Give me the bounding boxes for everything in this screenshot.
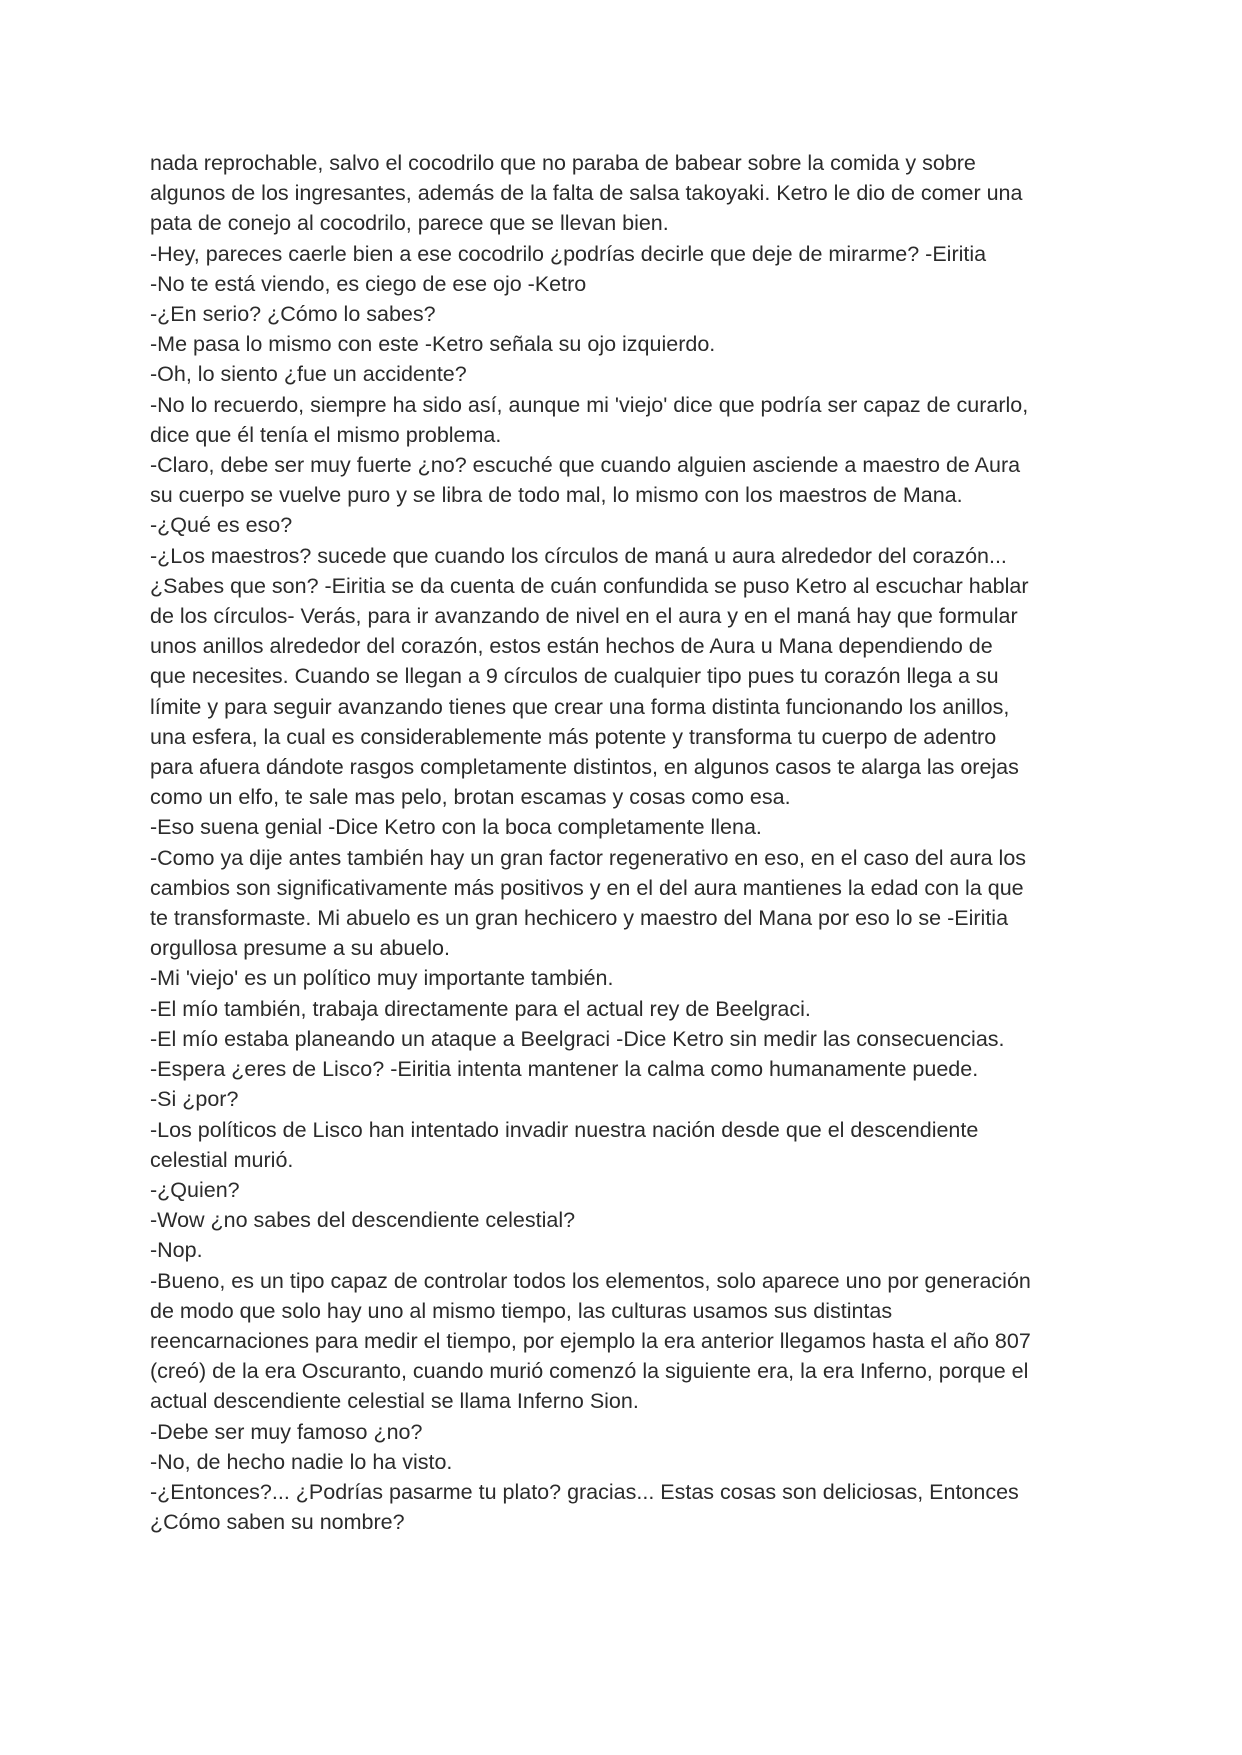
text-line: actual descendiente celestial se llama Inferno Sion.: [150, 1389, 639, 1414]
text-line: pata de conejo al cocodrilo, parece que se llevan bien.: [150, 211, 669, 236]
text-line: -Los políticos de Lisco han intentado invadir nuestra nación desde que el descendiente: [150, 1117, 979, 1142]
text-line: -No, de hecho nadie lo ha visto.: [150, 1449, 453, 1474]
text-line: nada reprochable, salvo el cocodrilo que no paraba de babear sobre la comida y sobre: [150, 151, 976, 175]
text-line: -Wow ¿no sabes del descendiente celestial?: [150, 1208, 576, 1233]
text-line: límite y para seguir avanzando tienes que crear una forma distinta funcionando los anillos,: [150, 694, 1010, 719]
text-line: una esfera, la cual es considerablemente más potente y transforma tu cuerpo de adentro: [150, 724, 997, 749]
text-line: -¿Quien?: [150, 1177, 240, 1202]
text-line: de modo que solo hay uno al mismo tiempo, las culturas usamos sus distintas: [150, 1298, 893, 1323]
text-line: su cuerpo se vuelve puro y se libra de todo mal, lo mismo con los maestros de Mana.: [150, 483, 963, 508]
text-line: -¿Los maestros? sucede que cuando los círculos de maná u aura alrededor del corazón...: [150, 543, 1007, 568]
text-line: -No te está viendo, es ciego de ese ojo -Ketro: [150, 271, 587, 296]
text-line: -Claro, debe ser muy fuerte ¿no? escuché que cuando alguien asciende a maestro de Aura: [150, 453, 1021, 478]
text-line: -El mío también, trabaja directamente para el actual rey de Beelgraci.: [150, 996, 811, 1021]
text-line: -No lo recuerdo, siempre ha sido así, aunque mi 'viejo' dice que podría ser capaz de curarlo,: [150, 392, 1029, 417]
text-line: que necesites. Cuando se llegan a 9 círculos de cualquier tipo pues tu corazón llega a su: [150, 664, 999, 689]
text-line: -Me pasa lo mismo con este -Ketro señala su ojo izquierdo.: [150, 332, 716, 357]
document-body: [150, 148, 1095, 1537]
text-line: -Oh, lo siento ¿fue un accidente?: [150, 362, 467, 387]
text-line: celestial murió.: [150, 1147, 294, 1172]
text-line: dice que él tenía el mismo problema.: [150, 422, 502, 447]
text-line: te transformaste. Mi abuelo es un gran hechicero y maestro del Mana por eso lo se -Eiritia: [150, 906, 1009, 931]
text-line: -Eso suena genial -Dice Ketro con la boca completamente llena.: [150, 815, 762, 840]
text-line: para afuera dándote rasgos completamente distintos, en algunos casos te alarga las orejas: [150, 755, 1019, 780]
text-line: -Si ¿por?: [150, 1087, 239, 1112]
text-line: cambios son significativamente más positivos y en el del aura mantienes la edad con la que: [150, 875, 1024, 900]
text-line: ¿Sabes que son? -Eiritia se da cuenta de cuán confundida se puso Ketro al escuchar hablar: [150, 573, 1029, 598]
text-line: -Hey, pareces caerle bien a ese cocodrilo ¿podrías decirle que deje de mirarme? -Eiritia: [150, 241, 987, 266]
text-line: algunos de los ingresantes, además de la falta de salsa takoyaki. Ketro le dio de comer una: [150, 181, 1023, 206]
text-line: -Debe ser muy famoso ¿no?: [150, 1419, 423, 1444]
text-line: -¿Qué es eso?: [150, 513, 293, 538]
text-line: -Nop.: [150, 1238, 203, 1263]
text-line: (creó) de la era Oscuranto, cuando murió comenzó la siguiente era, la era Inferno, porque el: [150, 1359, 1029, 1384]
text-line: -Espera ¿eres de Lisco? -Eiritia intenta mantener la calma como humanamente puede.: [150, 1057, 979, 1082]
text-line: reencarnaciones para medir el tiempo, por ejemplo la era anterior llegamos hasta el año 807: [150, 1328, 1031, 1353]
text-line: -¿En serio? ¿Cómo lo sabes?: [150, 302, 436, 327]
text-line: -¿Entonces?... ¿Podrías pasarme tu plato? gracias... Estas cosas son deliciosas, Entonces: [150, 1479, 1019, 1504]
text-line: como un elfo, te sale mas pelo, brotan escamas y cosas como esa.: [150, 785, 791, 810]
text-line: -Como ya dije antes también hay un gran factor regenerativo en eso, en el caso del aura los: [150, 845, 1027, 870]
text-line: -Mi 'viejo' es un político muy importante también.: [150, 966, 614, 991]
text-line: de los círculos- Verás, para ir avanzando de nivel en el aura y en el maná hay que formular: [150, 604, 1018, 629]
text-line: ¿Cómo saben su nombre?: [150, 1510, 405, 1535]
text-line: -El mío estaba planeando un ataque a Beelgraci -Dice Ketro sin medir las consecuencias.: [150, 1026, 1005, 1051]
text-line: orgullosa presume a su abuelo.: [150, 936, 450, 961]
text-line: unos anillos alrededor del corazón, estos están hechos de Aura u Mana dependiendo de: [150, 634, 993, 659]
text-line: -Bueno, es un tipo capaz de controlar todos los elementos, solo aparece uno por generación: [150, 1268, 1031, 1293]
